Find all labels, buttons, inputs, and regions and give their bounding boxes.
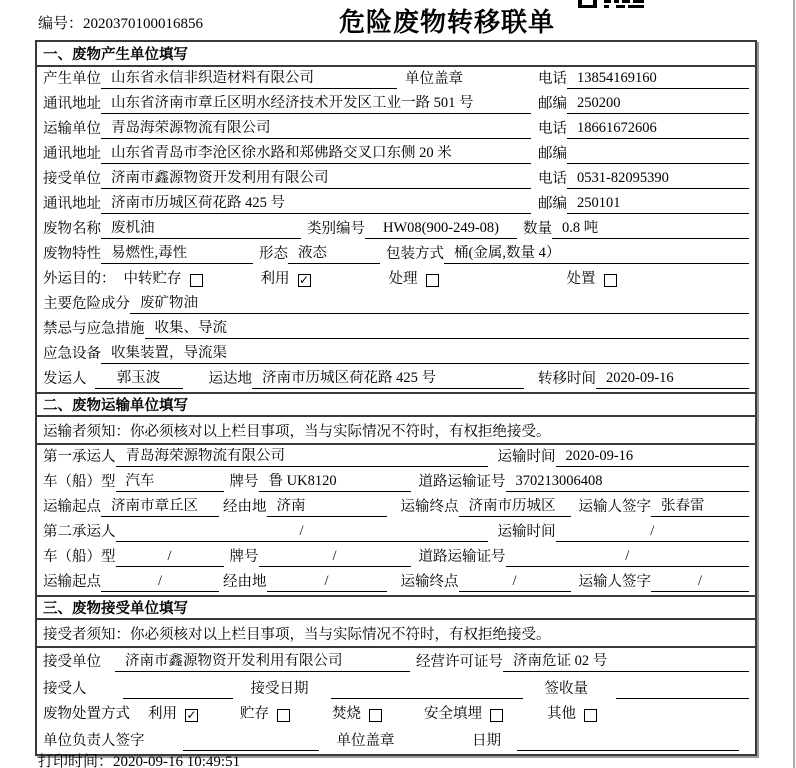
carrier2-value: / — [116, 523, 488, 542]
option-label: 利用 — [148, 706, 177, 722]
end2-value: / — [459, 573, 571, 592]
print-time — [38, 750, 240, 768]
emergency-label: 禁忌与应急措施 — [43, 321, 145, 337]
row-carrier-1 — [37, 445, 755, 470]
qr-code-fragment-icon — [578, 0, 644, 9]
phone-label: 电话 — [538, 121, 567, 137]
road-permit-label: 道路运输证号 — [418, 549, 506, 565]
disposal-option-storage — [240, 706, 290, 724]
vehicle-label: 车（船）型 — [43, 549, 116, 565]
carrier-sign-label: 运输人签字 — [578, 574, 651, 590]
section-3-header — [37, 595, 755, 620]
transport-time-label: 运输时间 — [497, 524, 556, 540]
option-label: 中转贮存 — [123, 271, 182, 287]
transporter-address-value: 山东省青岛市李沧区徐水路和郑佛路交叉口东侧 20 米 — [101, 145, 531, 164]
receiver-phone-value: 0531-82095390 — [567, 170, 749, 189]
row-disposal-method — [37, 702, 755, 727]
doc-number-value: 2020370100016856 — [83, 16, 204, 32]
disposal-option-utilize — [148, 706, 198, 724]
phone-label: 电话 — [538, 171, 567, 187]
vehicle-label: 车（船）型 — [43, 474, 116, 490]
print-time-label: 打印时间： — [38, 754, 114, 768]
row-carrier-2 — [37, 520, 755, 545]
end1-value: 济南市历城区 — [459, 498, 571, 517]
destination-label: 运达地 — [208, 371, 252, 387]
form-value: 液态 — [288, 245, 380, 264]
carrier-sign1-value: 张春雷 — [651, 498, 749, 517]
row-vehicle-2 — [37, 545, 755, 570]
receiving-unit-value: 济南市鑫源物资开发利用有限公司 — [115, 653, 410, 672]
carrier2-label: 第二承运人 — [43, 524, 116, 540]
checkbox-dispose — [604, 274, 617, 287]
section-2-title: 二、废物运输单位填写 — [43, 398, 188, 414]
row-transporter-address — [37, 142, 755, 167]
checkbox-landfill — [490, 709, 503, 722]
character-label: 废物特性 — [43, 246, 101, 262]
disposal-option-other — [547, 706, 597, 724]
plate-label: 牌号 — [229, 474, 259, 490]
address-label: 通讯地址 — [43, 146, 101, 162]
option-label: 安全填埋 — [424, 706, 482, 722]
address-label: 通讯地址 — [43, 96, 101, 112]
pack-label: 包装方式 — [386, 246, 444, 262]
received-qty-value — [616, 697, 749, 699]
producer-value: 山东省永信非织造材料有限公司 — [101, 70, 397, 89]
row-dispatch — [37, 367, 755, 392]
vehicle1-value: 汽车 — [116, 473, 224, 492]
purpose-option-transfer-storage — [124, 271, 203, 289]
option-label: 处理 — [388, 271, 418, 287]
checkbox-transfer-storage — [190, 274, 203, 287]
transport-time-label: 运输时间 — [497, 449, 556, 465]
waste-qty-label: 数量 — [523, 221, 552, 237]
receipt-person-label: 接受人 — [43, 681, 87, 697]
permit-label: 经营许可证号 — [416, 654, 503, 670]
unit-seal-label: 单位盖章 — [336, 733, 395, 749]
via-label: 经由地 — [223, 574, 267, 590]
row-producer-address — [37, 92, 755, 117]
section-1-header — [37, 42, 755, 67]
transporter-notice — [37, 417, 755, 445]
receipt-date-label: 接受日期 — [250, 681, 309, 697]
row-receiver — [37, 167, 755, 192]
equipment-label: 应急设备 — [43, 346, 101, 362]
transporter-value: 青岛海荣源物流有限公司 — [101, 120, 531, 139]
origin-label: 运输起点 — [43, 499, 101, 515]
checkbox-other — [584, 709, 597, 722]
plate2-value: / — [259, 548, 411, 567]
row-waste-name — [37, 217, 755, 242]
via-label: 经由地 — [223, 499, 267, 515]
purpose-option-treat — [389, 271, 439, 289]
via2-value: / — [267, 573, 387, 592]
sign-date-label: 日期 — [472, 733, 501, 749]
disposal-option-landfill — [424, 706, 503, 724]
transporter-zip-value — [567, 162, 749, 164]
producer-address-value: 山东省济南市章丘区明水经济技术开发区工业一路 501 号 — [101, 95, 531, 114]
emergency-value: 收集、导流 — [145, 320, 750, 339]
row-route-2 — [37, 570, 755, 595]
waste-name-value: 废机油 — [101, 220, 301, 239]
producer-zip-value: 250200 — [567, 95, 749, 114]
transport-time1-value: 2020-09-16 — [556, 448, 750, 467]
row-route-1 — [37, 495, 755, 520]
row-emergency-measures — [37, 317, 755, 342]
row-hazard-component — [37, 292, 755, 317]
phone-label: 电话 — [538, 71, 567, 87]
waste-code-label: 类别编号 — [307, 221, 365, 237]
producer-label: 产生单位 — [43, 71, 101, 87]
receiver-label: 接受单位 — [43, 171, 101, 187]
hazard-value: 废矿物油 — [130, 295, 749, 314]
print-time-value: 2020-09-16 10:49:51 — [113, 754, 241, 768]
receipt-date-value — [331, 697, 523, 699]
row-producer — [37, 67, 755, 92]
receiver-notice — [37, 620, 755, 648]
receiver-address-value: 济南市历城区荷花路 425 号 — [101, 195, 531, 214]
received-qty-label: 签收量 — [544, 681, 588, 697]
origin2-value: / — [101, 573, 219, 592]
unit-signer-label: 单位负责人签字 — [43, 733, 145, 749]
zip-label: 邮编 — [538, 146, 567, 162]
end-label: 运输终点 — [400, 499, 459, 515]
address-label: 通讯地址 — [43, 196, 101, 212]
page-edge-line — [793, 0, 795, 768]
carrier1-label: 第一承运人 — [43, 449, 116, 465]
section-3-title: 三、废物接受单位填写 — [43, 601, 188, 617]
vehicle2-value: / — [116, 548, 224, 567]
doc-number — [38, 12, 203, 33]
transport-time2-value: / — [556, 523, 750, 542]
plate-label: 牌号 — [229, 549, 259, 565]
form-label: 形态 — [259, 246, 288, 262]
purpose-label: 外运目的： — [43, 271, 116, 287]
zip-label: 邮编 — [538, 196, 567, 212]
road-permit1-value: 370213006408 — [506, 473, 750, 492]
road-permit-label: 道路运输证号 — [418, 474, 506, 490]
doc-number-label: 编号： — [38, 16, 84, 32]
section-2-header — [37, 392, 755, 417]
transfer-time-label: 转移时间 — [538, 371, 596, 387]
equipment-value: 收集装置，导流渠 — [101, 345, 749, 364]
destination-value: 济南市历城区荷花路 425 号 — [252, 370, 524, 389]
carrier-sign-label: 运输人签字 — [578, 499, 651, 515]
unit-seal-label: 单位盖章 — [405, 71, 463, 87]
character-value: 易燃性,毒性 — [101, 245, 253, 264]
producer-phone-value: 13854169160 — [567, 70, 749, 89]
row-vehicle-1 — [37, 470, 755, 495]
page-title: 危险废物转移联单 — [338, 8, 556, 37]
origin1-value: 济南市章丘区 — [101, 498, 219, 517]
transporter-label: 运输单位 — [43, 121, 101, 137]
dispatcher-label: 发运人 — [43, 371, 87, 387]
transporter-phone-value: 18661672606 — [567, 120, 749, 139]
purpose-option-dispose — [567, 271, 617, 289]
disposal-label: 废物处置方式 — [43, 706, 130, 722]
checkbox-storage — [277, 709, 290, 722]
option-label: 利用 — [260, 271, 290, 287]
row-transporter — [37, 117, 755, 142]
receiving-unit-label: 接受单位 — [43, 654, 101, 670]
receiver-zip-value: 250101 — [567, 195, 749, 214]
road-permit2-value: / — [506, 548, 750, 567]
checkbox-incinerate — [369, 709, 382, 722]
section-1-title: 一、废物产生单位填写 — [43, 47, 188, 63]
purpose-option-utilize — [261, 271, 311, 289]
hazard-label: 主要危险成分 — [43, 296, 130, 312]
zip-label: 邮编 — [538, 96, 567, 112]
end-label: 运输终点 — [400, 574, 459, 590]
checkbox-utilize-checked: ✓ — [298, 273, 310, 287]
transporter-notice-text: 运输者须知：你必须核对以上栏目事项，当与实际情况不符时，有权拒绝接受。 — [43, 423, 551, 440]
receipt-person-value — [123, 697, 233, 699]
row-emergency-equipment — [37, 342, 755, 367]
row-purpose — [37, 267, 755, 292]
row-waste-character — [37, 242, 755, 267]
waste-name-label: 废物名称 — [43, 221, 101, 237]
checkbox-utilize-checked: ✓ — [186, 708, 197, 722]
carrier-sign2-value: / — [651, 573, 749, 592]
pack-value: 桶(金属,数量 4） — [444, 245, 749, 264]
row-receiver-address — [37, 192, 755, 217]
row-receiving-unit — [37, 648, 755, 675]
origin-label: 运输起点 — [43, 574, 101, 590]
manifest-table — [35, 40, 757, 756]
disposal-option-incinerate — [332, 706, 382, 724]
option-label: 焚烧 — [332, 706, 361, 722]
waste-code-value: HW08(900-249-08) — [365, 220, 517, 239]
receiver-notice-text: 接受者须知：你必须核对以上栏目事项，当与实际情况不符时，有权拒绝接受。 — [43, 626, 551, 643]
option-label: 其他 — [547, 706, 576, 722]
plate1-value: 鲁 UK8120 — [259, 473, 411, 492]
sign-date-value — [517, 749, 739, 751]
option-label: 贮存 — [240, 706, 269, 722]
dispatcher-value: 郭玉波 — [95, 370, 183, 389]
via1-value: 济南 — [267, 498, 387, 517]
carrier1-value: 青岛海荣源物流有限公司 — [116, 448, 488, 467]
waste-qty-value: 0.8 吨 — [552, 220, 749, 239]
checkbox-treat — [426, 274, 439, 287]
option-label: 处置 — [566, 271, 596, 287]
receiver-value: 济南市鑫源物资开发利用有限公司 — [101, 170, 531, 189]
permit-value: 济南危证 02 号 — [503, 653, 749, 672]
transfer-time-value: 2020-09-16 — [596, 370, 749, 389]
row-receipt — [37, 675, 755, 702]
